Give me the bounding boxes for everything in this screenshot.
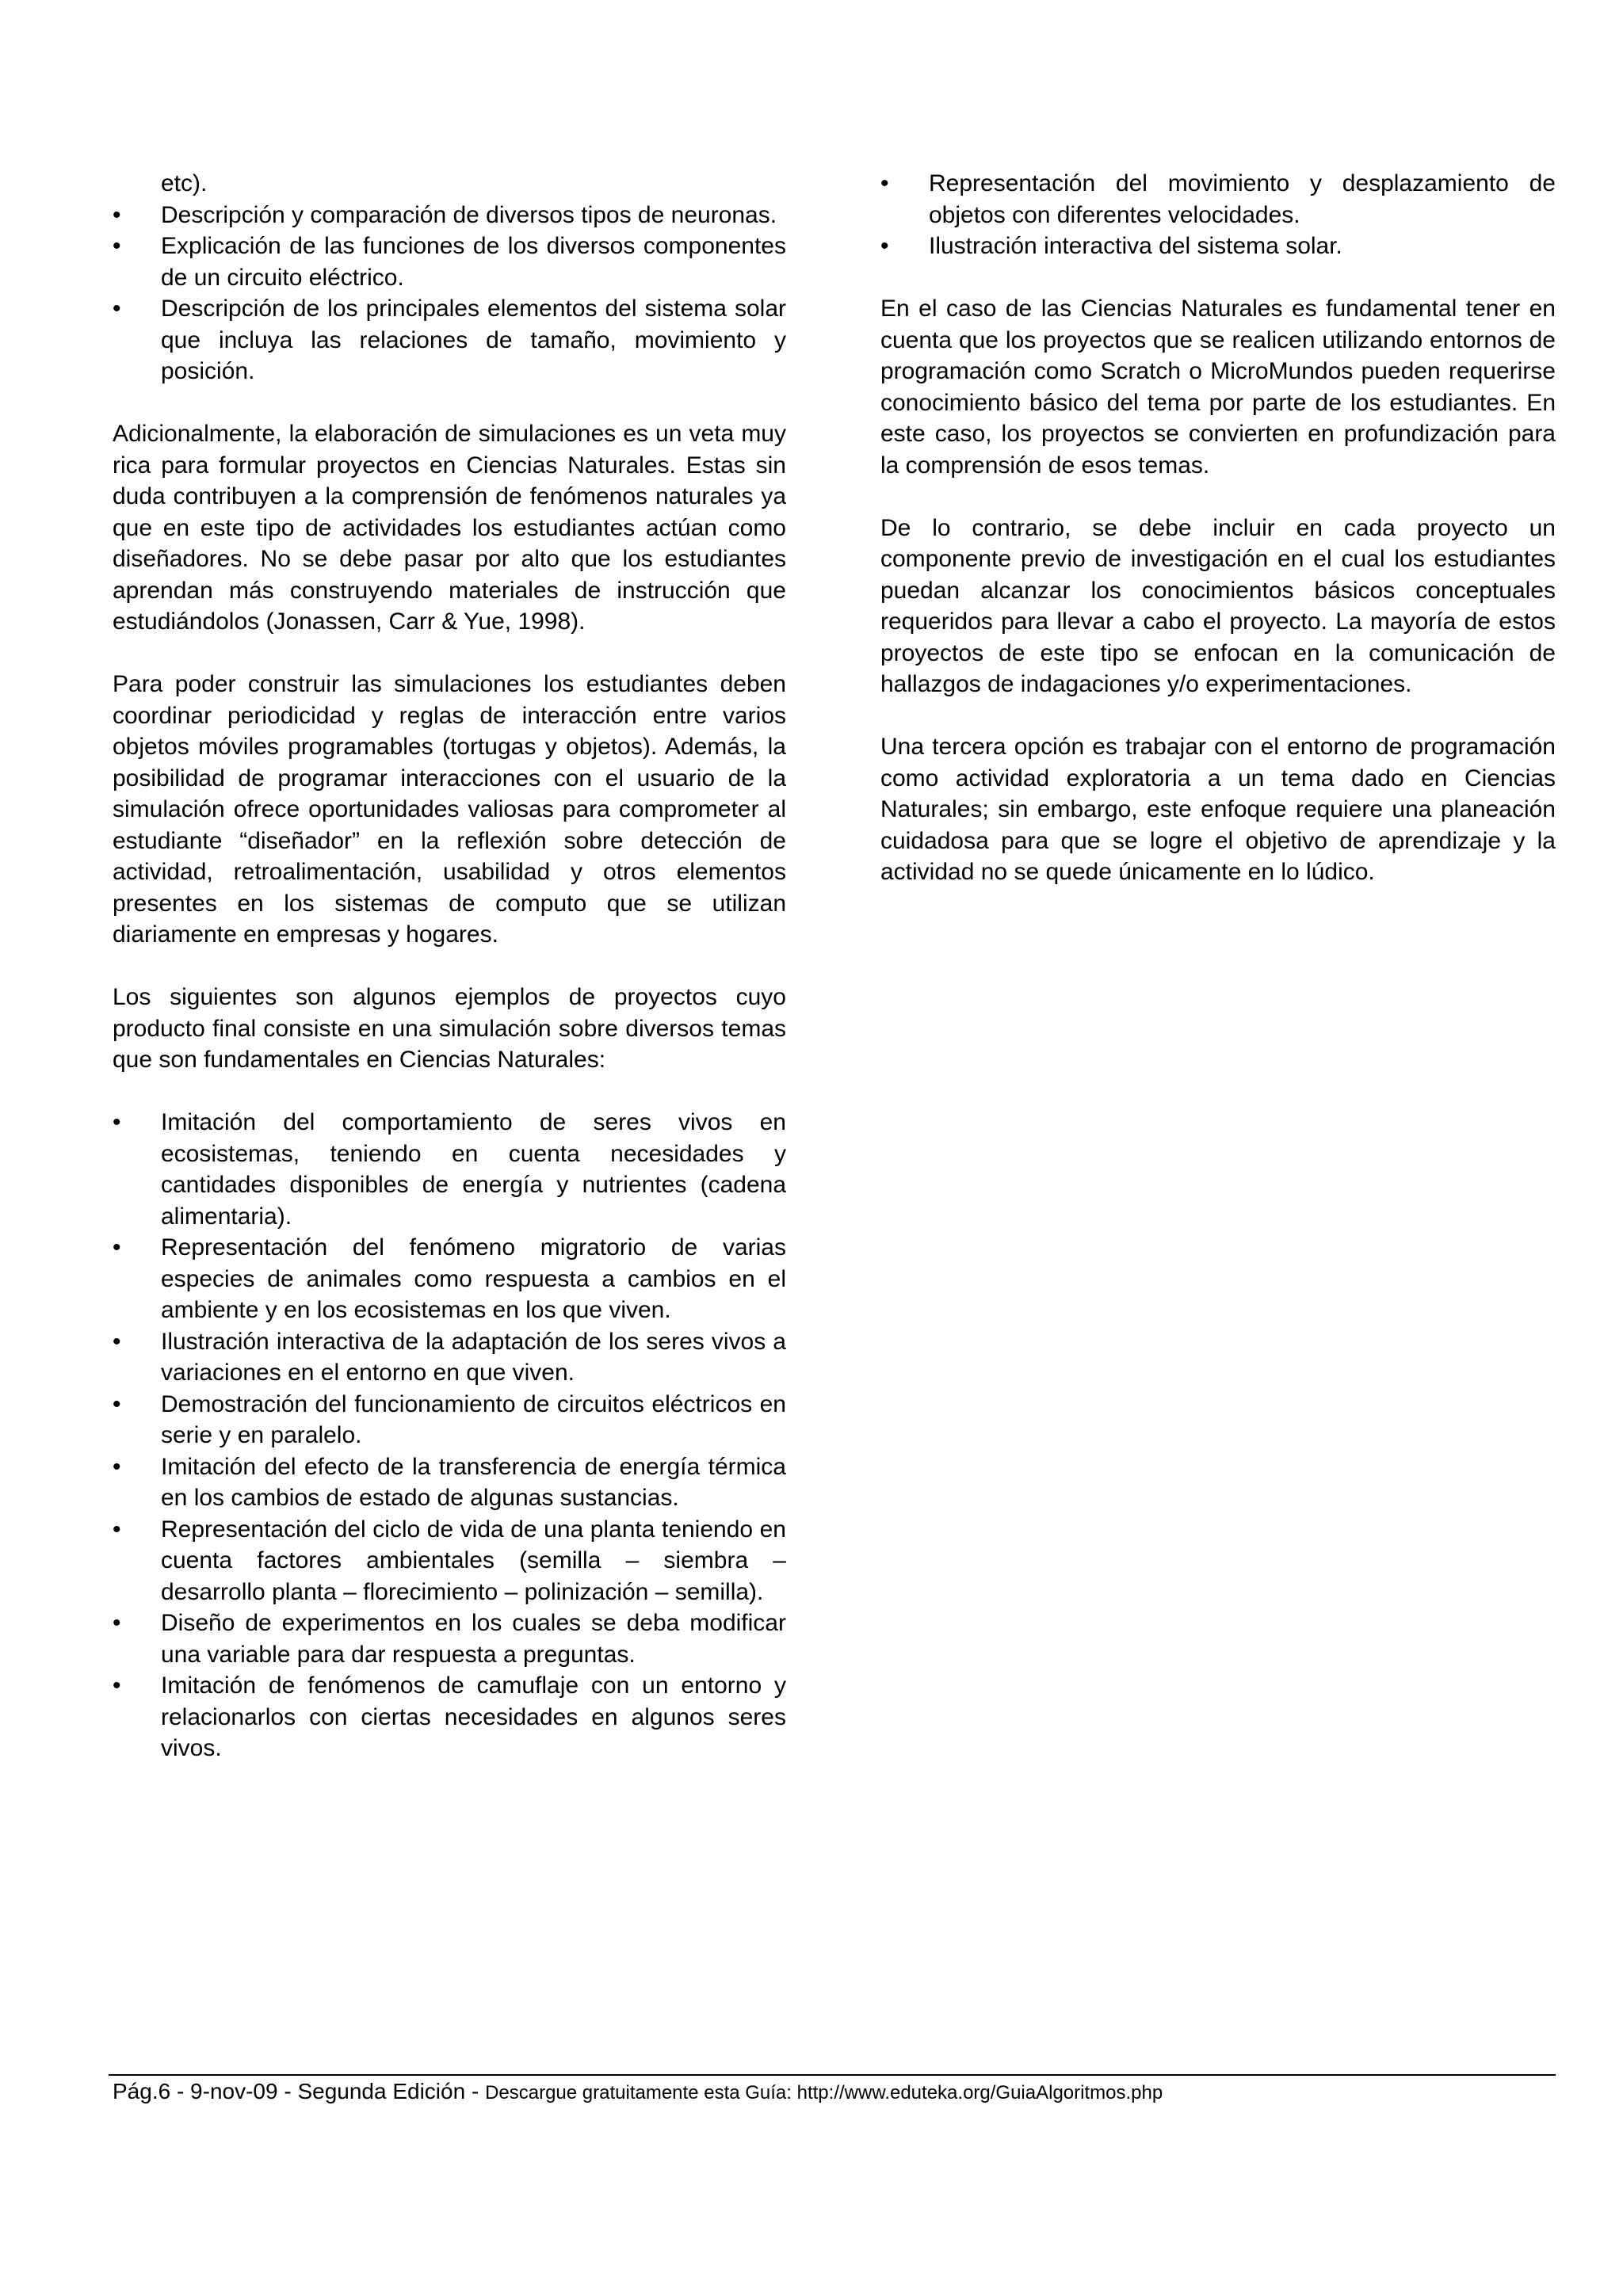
paragraph: Una tercera opción es trabajar con el entorno de programación como actividad exploratoria a un tema dado en Ciencias Naturales; sin embargo, este enfoque requiere una planeación cuidadosa para que se logre el objetivo de aprendizaje y la actividad no se quede únicamente en lo lúdico. — [880, 734, 1556, 885]
paragraph: Los siguientes son algunos ejemplos de proyectos cuyo producto final consiste en una simulación sobre diversos temas que son fundamentales en Ciencias Naturales: — [113, 984, 786, 1073]
list-item: • Imitación del efecto de la transferencia de energía térmica en los cambios de estado de algunas sustancias. — [113, 1451, 786, 1514]
spacer — [880, 262, 1556, 294]
list-item: • Demostración del funcionamiento de circuitos eléctricos en serie y en paralelo. — [113, 1389, 786, 1451]
bullet-list — [113, 200, 786, 387]
list-item: • Ilustración interactiva de la adaptación de los seres vivos a variaciones en el entorno en que viven. — [113, 1326, 786, 1389]
footer-download-link[interactable]: Descargue gratuitamente esta Guía: http://www.eduteka.org/GuiaAlgoritmos.php — [485, 2082, 1163, 2103]
paragraph: En el caso de las Ciencias Naturales es fundamental tener en cuenta que los proyectos que se realicen utilizando entornos de programación como Scratch o MicroMundos pueden requerirse conocimiento básico del tema por parte de los estudiantes. En este caso, los proyectos se convierten en profundización para la comprensión de esos temas. — [880, 296, 1556, 479]
footer-divider — [109, 2074, 1556, 2076]
list-item: • Descripción y comparación de diversos tipos de neuronas. — [113, 200, 786, 231]
spacer — [113, 638, 786, 669]
list-item: • Diseño de experimentos en los cuales se deba modificar una variable para dar respuesta a preguntas. — [113, 1608, 786, 1670]
paragraph: Para poder construir las simulaciones los estudiantes deben coordinar periodicidad y reglas de interacción entre varios objetos móviles programables (tortugas y objetos). Además, la posibilidad de programar interacciones con el usuario de la simulación ofrece oportunidades valiosas para comprometer al estudiante “diseñador” en la reflexión sobre detección de actividad, retroalimentación, usabilidad y otros elementos presentes en los sistemas de computo que se utilizan diariamente en empresas y hogares. — [113, 671, 786, 948]
footer-page-info: Pág.6 - 9-nov-09 - Segunda Edición - — [113, 2079, 486, 2103]
list-item: • Explicación de las funciones de los diversos componentes de un circuito eléctrico. — [113, 231, 786, 293]
list-item: • Imitación de fenómenos de camuflaje con un entorno y relacionarlos con ciertas necesidades en algunos seres vivos. — [113, 1670, 786, 1764]
list-item: • Representación del movimiento y desplazamiento de objetos con diferentes velocidades. — [880, 168, 1556, 231]
list-item: • Ilustración interactiva del sistema solar. — [880, 231, 1556, 262]
spacer — [880, 700, 1556, 732]
list-item: • Imitación del comportamiento de seres vivos en ecosistemas, teniendo en cuenta necesidades y cantidades disponibles de energía y nutrientes (cadena alimentaria). — [113, 1107, 786, 1232]
list-item: • Representación del fenómeno migratorio de varias especies de animales como respuesta a cambios en el ambiente y en los ecosistemas en los que viven. — [113, 1232, 786, 1326]
paragraph: De lo contrario, se debe incluir en cada proyecto un componente previo de investigación en el cual los estudiantes puedan alcanzar los conocimientos básicos conceptuales requeridos para llevar a cabo el proyecto. La mayoría de estos proyectos de este tipo se enfocan en la comunicación de hallazgos de indagaciones y/o experimentaciones. — [880, 514, 1556, 697]
list-item: • Descripción de los principales elementos del sistema solar que incluya las relaciones de tamaño, movimiento y posición. — [113, 293, 786, 387]
page-footer — [113, 2077, 1163, 2107]
left-column — [113, 168, 786, 1764]
spacer — [113, 951, 786, 982]
spacer — [113, 387, 786, 419]
continuation-text: etc). — [161, 170, 208, 196]
spacer — [880, 481, 1556, 513]
list-item: • Representación del ciclo de vida de una planta teniendo en cuenta factores ambientales (semilla – siembra – desarrollo planta – florecimiento – polinización – semilla). — [113, 1514, 786, 1608]
right-column — [880, 168, 1556, 888]
bullet-list — [880, 168, 1556, 262]
spacer — [113, 1076, 786, 1108]
examples-list — [113, 1107, 786, 1764]
paragraph: Adicionalmente, la elaboración de simulaciones es un veta muy rica para formular proyectos en Ciencias Naturales. Estas sin duda contribuyen a la comprensión de fenómenos naturales ya que en este tipo de actividades los estudiantes actúan como diseñadores. No se debe pasar por alto que los estudiantes aprendan más construyendo materiales de instrucción que estudiándolos (Jonassen, Carr & Yue, 1998). — [113, 421, 786, 635]
